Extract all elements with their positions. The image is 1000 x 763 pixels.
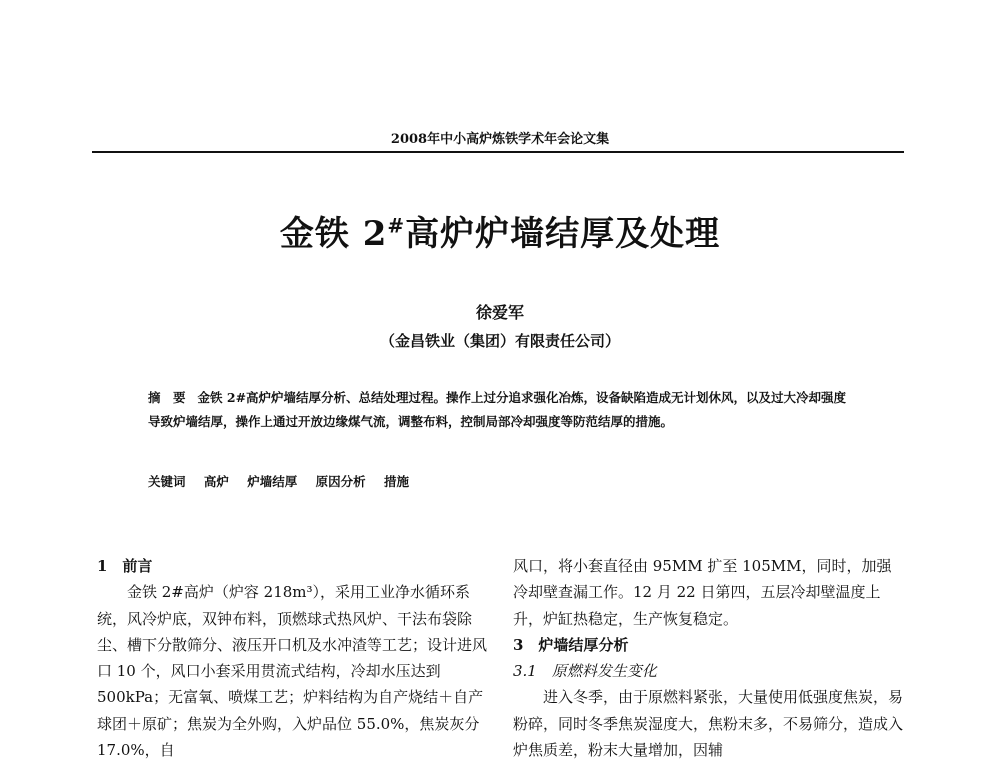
- abstract: [148, 386, 848, 434]
- section-heading: 1 前言: [97, 557, 153, 575]
- title-sup: #: [387, 213, 406, 238]
- header-rule: [92, 151, 904, 153]
- keywords: [148, 472, 848, 490]
- keyword: 措施: [384, 474, 410, 489]
- journal-header: 2008年中小高炉炼铁学术年会论文集: [390, 132, 610, 147]
- left-column: [97, 553, 487, 763]
- paper-title: [0, 206, 1000, 255]
- section-heading: 3 炉墙结厚分析: [513, 635, 629, 654]
- keyword: 原因分析: [315, 474, 366, 489]
- author-affiliation: （金昌铁业（集团）有限责任公司）: [379, 332, 620, 350]
- title-suffix: 高炉炉墙结厚及处理: [405, 214, 721, 254]
- abstract-text: 金铁 2#高炉炉墙结厚分析、总结处理过程。操作上过分追求强化冶炼，设备缺陷造成无计划休风，以及过大冷却强度导致炉墙结厚，操作上通过开放边缘煤气流，调整布料，控制局部冷却强度等防范结厚的措施。: [148, 390, 847, 429]
- keyword: 炉墙结厚: [247, 474, 298, 489]
- body-paragraph: 金铁 2#高炉（炉容 218m³），采用工业净水循环系统，风冷炉底，双钟布料，顶燃球式热风炉、干法布袋除尘、槽下分散筛分、液压开口机及水冲渣等工艺；设计进风口 10 个，风口小套采用贯流式结构，冷却水压达到 500kPa；无富氧、喷煤工艺；炉料结构为自产烧结＋自产球团＋原矿；焦炭为全外购，入炉品位 55.0%，焦炭灰分 17.0%，自: [97, 583, 488, 760]
- keywords-label: 关键词: [148, 474, 186, 489]
- author-name: 徐爱军: [475, 303, 524, 322]
- keyword: 高炉: [203, 474, 229, 489]
- title-prefix: 金铁 2: [279, 214, 388, 254]
- abstract-label: 摘 要: [148, 390, 186, 405]
- right-column: [513, 553, 903, 763]
- body-paragraph: 风口，将小套直径由 95MM 扩至 105MM，同时，加强冷却壁查漏工作。12 月 22 日第四，五层冷却壁温度上升，炉缸热稳定，生产恢复稳定。: [513, 557, 892, 628]
- body-paragraph: 进入冬季，由于原燃料紧张，大量使用低强度焦炭，易粉碎，同时冬季焦炭湿度大，焦粉末多，不易筛分，造成入炉焦质差，粉末大量增加，因辅: [513, 688, 904, 760]
- subsection-heading: 3.1 原燃料发生变化: [513, 662, 657, 681]
